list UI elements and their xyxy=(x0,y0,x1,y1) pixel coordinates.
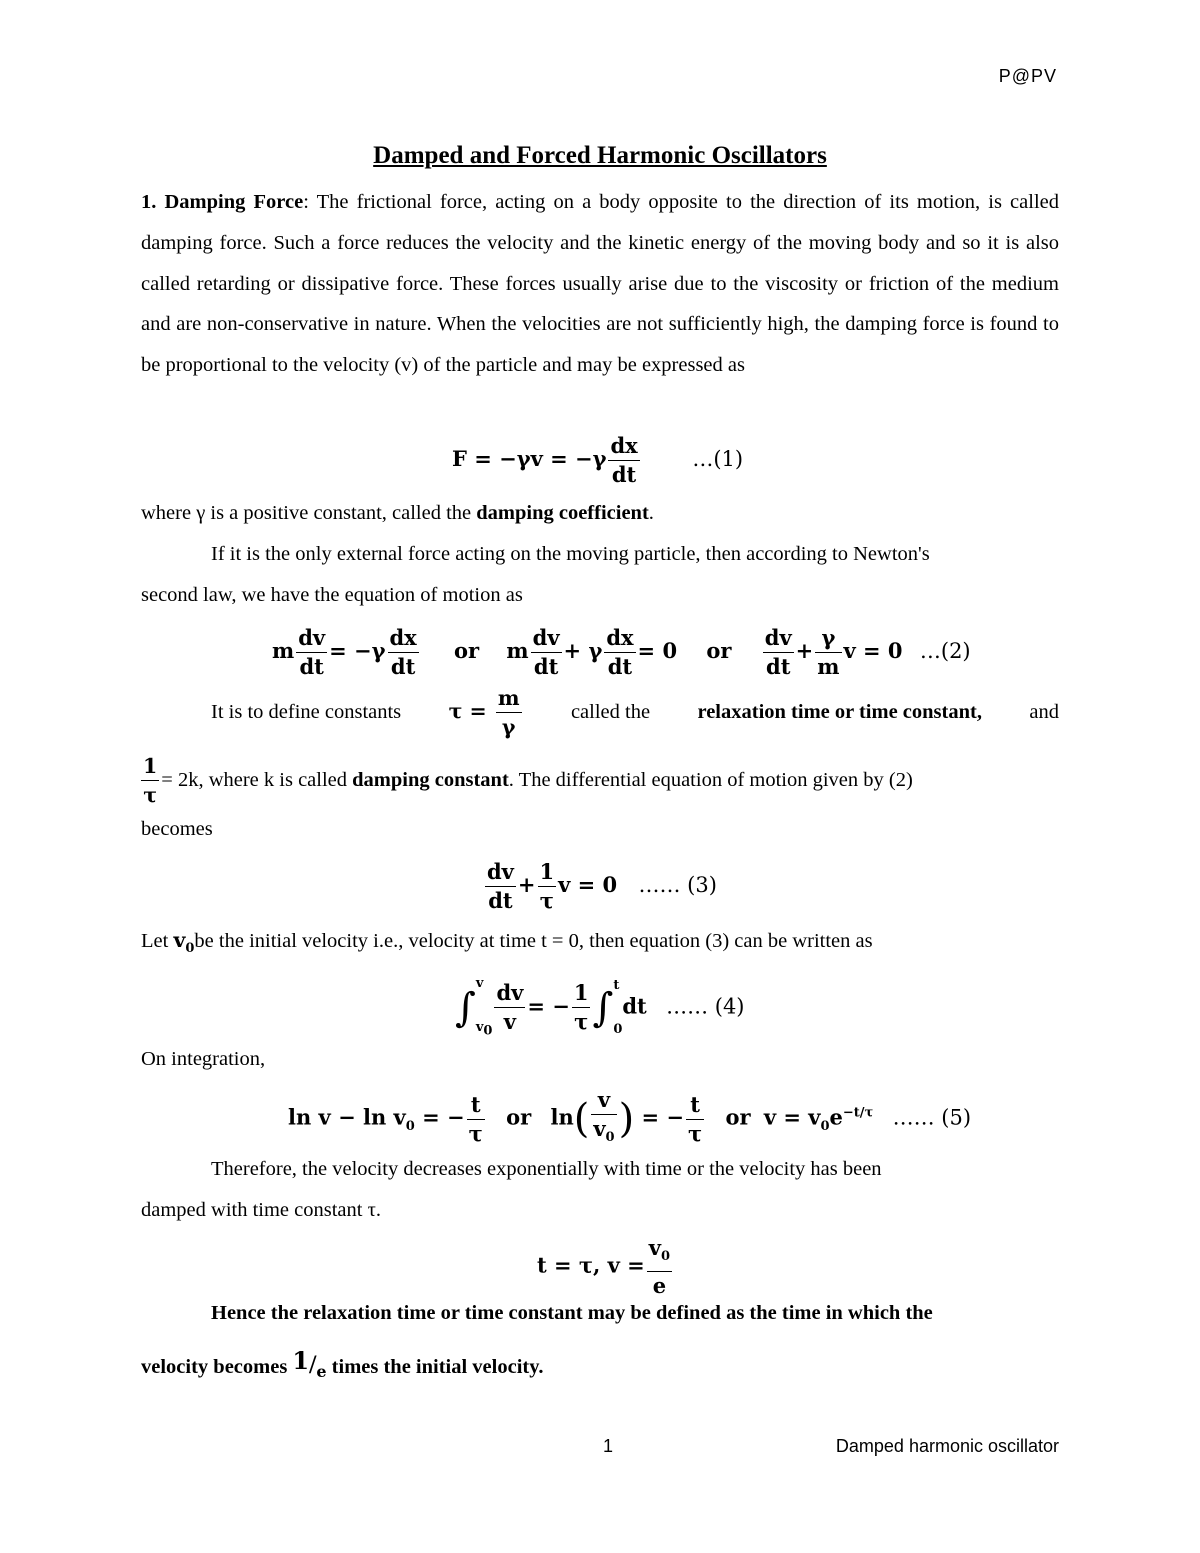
eq2-frac2-num: dx xyxy=(388,624,419,653)
hence-line-2-post: times the initial velocity. xyxy=(331,1356,544,1378)
let-line xyxy=(141,928,873,956)
define-line-2a: = 2k, where k is called xyxy=(161,769,348,791)
eq6-num xyxy=(647,1234,672,1272)
eq5-or1: or xyxy=(506,1104,532,1130)
eq4-mid: = − xyxy=(527,993,570,1019)
eq6-num-sub: 0 xyxy=(660,1249,671,1265)
eq1-fraction xyxy=(608,432,639,489)
hence-line-2 xyxy=(141,1346,543,1381)
eq5-frac3-den: τ xyxy=(688,1120,703,1146)
eq2-frac5-den: dt xyxy=(766,654,791,679)
eq5-frac2 xyxy=(591,1086,616,1152)
equation-4 xyxy=(455,962,745,1054)
eq2-frac5-num: dv xyxy=(763,624,794,653)
eq5-frac2-num: v xyxy=(591,1086,616,1115)
tau-fraction xyxy=(496,684,522,741)
v0-sub: 0 xyxy=(185,941,195,957)
eq3-frac1-num: dv xyxy=(485,858,516,887)
eq5-c: = − xyxy=(641,1104,685,1130)
hence-line-2-pre: velocity becomes xyxy=(141,1356,288,1378)
becomes-line: becomes xyxy=(141,818,213,840)
eq6-fraction xyxy=(647,1234,672,1300)
eq2-or1: or xyxy=(454,638,480,663)
eq5-frac2-den xyxy=(591,1115,616,1152)
define-line-2b: . The differential equation of motion given by (2) xyxy=(508,769,913,791)
tau-definition xyxy=(449,684,524,741)
therefore-line-1-text: Therefore, the velocity decreases exponentially with time or the velocity has been xyxy=(211,1158,882,1180)
eq3-frac2-den: τ xyxy=(539,888,554,913)
define-line-2-left xyxy=(141,752,913,809)
eq4-frac2 xyxy=(572,979,591,1036)
eq5-d-sub: 0 xyxy=(820,1118,830,1134)
eq5-tag: …… (5) xyxy=(892,1105,972,1130)
eq5-frac2-den-base: v xyxy=(593,1116,606,1141)
eq4-frac1 xyxy=(494,979,525,1036)
section-heading: 1. Damping Force xyxy=(141,191,304,213)
one-over-e-slash: / xyxy=(309,1350,317,1379)
integral-2-icon: ∫ xyxy=(592,984,614,1031)
integral-1-upper: v xyxy=(475,976,484,991)
eq2-plus: + xyxy=(795,638,814,663)
on-integration-line: On integration, xyxy=(141,1048,266,1070)
eq5-frac2-den-sub: 0 xyxy=(605,1130,615,1146)
integral-1-lower-sub: 0 xyxy=(483,1023,493,1039)
eq2-end3: v = 0 xyxy=(843,638,903,663)
damping-constant-term: damping constant xyxy=(352,769,509,791)
eq2-frac4 xyxy=(604,624,635,681)
eq5-left-paren: ( xyxy=(573,1096,590,1143)
newton-line-1-text: If it is the only external force acting on the moving particle, then according to Newton's xyxy=(211,543,930,565)
eq5-frac3-num: t xyxy=(686,1091,704,1120)
eq5-a: ln v − ln v xyxy=(288,1104,406,1130)
eq5-right-paren: ) xyxy=(618,1096,635,1143)
damping-force-text: : The frictional force, acting on a body opposite to the direction of its motion, is called damping force. Such a force reduces the velocity and the kinetic energy of the moving body and so it is also called retarding or dissipative force. These forces usually arise due to the viscosity or friction of the medium and are non-conservative in nature. When the velocities are not sufficiently high, the damping force is found to be proportional to the velocity (v) of the particle and may be expressed as xyxy=(141,191,1059,377)
k-num: 1 xyxy=(141,752,159,781)
integral-1-lower xyxy=(476,1006,493,1054)
tau-num: m xyxy=(496,684,522,713)
hence-line-1-text: Hence the relaxation time or time constant may be defined as the time in which the xyxy=(211,1302,933,1324)
eq3-frac1 xyxy=(485,858,516,915)
eq5-ln: ln xyxy=(550,1104,574,1130)
newton-line-1 xyxy=(211,543,1059,566)
therefore-line-2: damped with time constant τ. xyxy=(141,1199,381,1221)
eq5-or2: or xyxy=(725,1104,751,1130)
page-header: P@PV xyxy=(998,66,1057,86)
let-post: be the initial velocity i.e., velocity at time t = 0, then equation (3) can be written as xyxy=(194,930,873,952)
eq2-frac3-den: dt xyxy=(533,654,559,679)
where-pre: where γ is a positive constant, called the xyxy=(141,502,477,524)
eq1-denominator: dt xyxy=(611,462,637,487)
eq2-frac1-den: dt xyxy=(299,654,324,679)
eq2-or2: or xyxy=(706,638,732,663)
eq2-mid2: + γ xyxy=(563,638,603,663)
eq5-frac1-den: τ xyxy=(468,1120,483,1146)
define-pre: It is to define constants xyxy=(211,701,402,723)
equation-5 xyxy=(288,1086,971,1152)
eq6-den: e xyxy=(652,1273,667,1299)
eq2-m2: m xyxy=(506,638,529,663)
eq2-tag: …(2) xyxy=(919,639,971,663)
eq6-num-base: v xyxy=(648,1235,661,1260)
footer-label: Damped harmonic oscillator xyxy=(835,1436,1059,1456)
eq4-frac1-num: dv xyxy=(494,979,525,1008)
eq2-frac1-num: dv xyxy=(296,624,327,653)
k-fraction xyxy=(141,752,159,809)
newton-line-2: second law, we have the equation of motion as xyxy=(141,584,523,606)
define-mid: called the xyxy=(570,701,651,723)
eq2-end2: = 0 xyxy=(637,638,678,663)
equation-6 xyxy=(537,1234,674,1300)
eq2-frac2 xyxy=(388,624,419,681)
integral-2-lower: 0 xyxy=(613,1021,623,1037)
eq1-numerator: dx xyxy=(608,432,639,461)
eq4-frac1-den: v xyxy=(503,1009,516,1035)
define-line-1 xyxy=(211,684,1059,741)
eq5-d: v = v xyxy=(763,1104,821,1130)
let-pre: Let xyxy=(141,930,174,952)
page-number: 1 xyxy=(603,1436,614,1456)
eq3-tag: …… (3) xyxy=(638,873,717,897)
eq2-frac5 xyxy=(763,624,794,681)
equation-1 xyxy=(452,432,743,489)
eq2-frac1 xyxy=(296,624,327,681)
eq4-frac2-den: τ xyxy=(574,1009,589,1035)
eq5-frac1 xyxy=(467,1091,485,1148)
eq5-exponent: −t/τ xyxy=(842,1105,874,1121)
eq5-frac3 xyxy=(686,1091,704,1148)
eq2-frac6 xyxy=(815,624,841,681)
eq2-m1: m xyxy=(272,638,295,663)
eq5-frac1-num: t xyxy=(467,1091,485,1120)
eq2-frac3 xyxy=(531,624,562,681)
relaxation-time-term: relaxation time or time constant, xyxy=(697,701,982,723)
eq3-frac1-den: dt xyxy=(488,888,513,913)
define-line-2 xyxy=(141,752,1059,809)
therefore-line-1 xyxy=(211,1158,1059,1181)
eq3-end: v = 0 xyxy=(558,872,618,897)
eq5-e: e xyxy=(829,1104,843,1130)
eq5-b: = − xyxy=(422,1104,465,1130)
integral-2-upper: t xyxy=(613,977,620,993)
eq6-lhs: t = τ, v = xyxy=(537,1252,645,1278)
integral-1-lower-base: v xyxy=(475,1020,484,1035)
one-over-e-numerator: 1 xyxy=(292,1346,310,1375)
tau-eq: τ = xyxy=(448,699,487,723)
eq2-frac6-den: m xyxy=(817,654,840,679)
eq3-frac2-num: 1 xyxy=(538,858,557,887)
hence-line-1 xyxy=(211,1302,1059,1325)
eq4-tag: …… (4) xyxy=(666,994,745,1019)
integral-1-limits xyxy=(476,962,493,1054)
eq4-frac2-num: 1 xyxy=(572,979,591,1008)
eq2-frac6-num: γ xyxy=(815,624,841,653)
equation-2 xyxy=(272,624,971,681)
eq1-tag: …(1) xyxy=(692,447,744,471)
v0-base: v xyxy=(173,928,186,952)
equation-3 xyxy=(483,858,717,915)
k-den: τ xyxy=(143,783,158,807)
v0-symbol xyxy=(173,928,195,957)
eq2-frac4-den: dt xyxy=(607,654,633,679)
eq2-frac4-num: dx xyxy=(604,624,635,653)
one-over-e-denominator: e xyxy=(316,1362,327,1381)
eq1-lhs: F = −γv = −γ xyxy=(452,446,607,471)
eq5-a-sub: 0 xyxy=(405,1118,415,1134)
tau-den: γ xyxy=(501,715,516,739)
where-line xyxy=(141,502,654,525)
eq2-frac2-den: dt xyxy=(390,654,416,679)
eq2-mid1: = −γ xyxy=(329,638,386,663)
document-title: Damped and Forced Harmonic Oscillators xyxy=(373,142,827,169)
eq2-frac3-num: dv xyxy=(531,624,562,653)
integral-1-icon: ∫ xyxy=(455,984,476,1031)
eq4-dt: dt xyxy=(622,993,647,1019)
damping-force-paragraph xyxy=(141,182,1059,386)
eq3-plus: + xyxy=(517,872,536,897)
define-post: and xyxy=(1029,701,1059,723)
damping-coefficient-term: damping coefficient xyxy=(476,502,649,524)
where-post: . xyxy=(648,502,654,524)
eq3-frac2 xyxy=(538,858,557,915)
